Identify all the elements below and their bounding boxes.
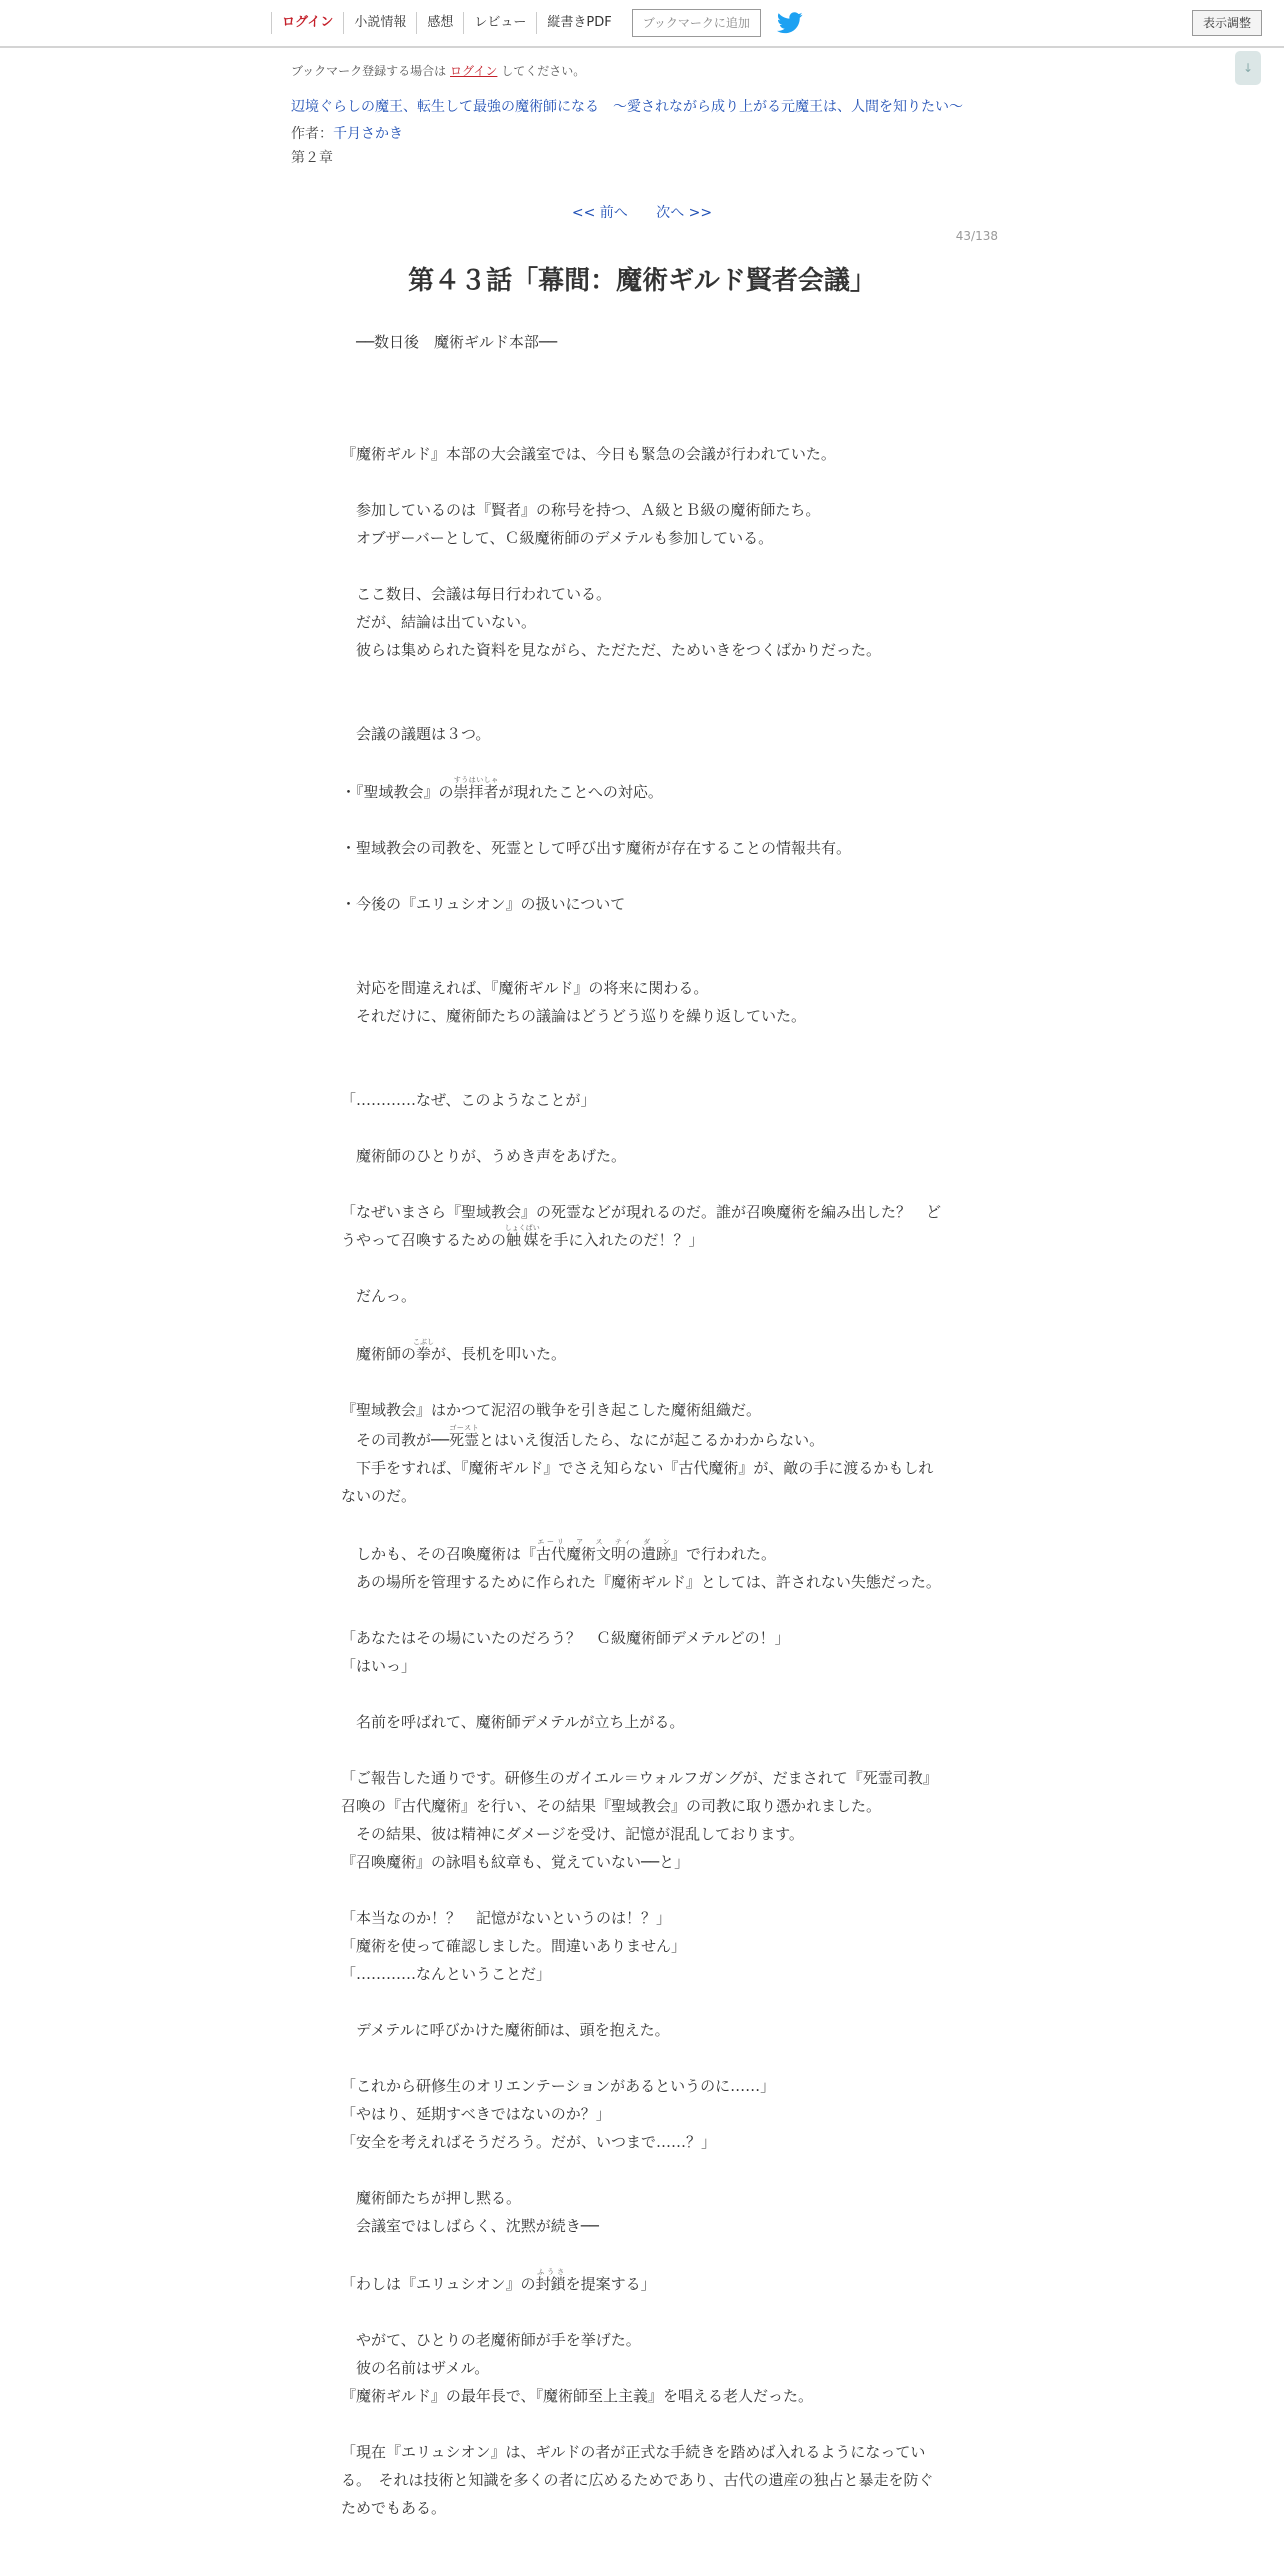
next-episode-link[interactable]: 次へ >> bbox=[656, 205, 713, 221]
display-settings-button[interactable]: 表示調整 bbox=[1192, 10, 1262, 36]
body-line: デメテルに呼びかけた魔術師は、頭を抱えた。 bbox=[341, 2021, 670, 2039]
body-line: 「なぜいまさら『聖域教会』の死霊などが現れるのだ。誰が召喚魔術を編み出した？ どうやって召喚するための触媒しょくばいを手に入れたのだ！？」 bbox=[341, 1203, 942, 1249]
chapter-label: 第２章 bbox=[291, 150, 333, 166]
twitter-icon[interactable] bbox=[777, 12, 803, 34]
body-line: 会議室ではしばらく、沈黙が続き── bbox=[341, 2217, 599, 2235]
note-text-before: ブックマーク登録する場合は bbox=[291, 64, 447, 78]
body-line: オブザーバーとして、Ｃ級魔術師のデメテルも参加している。 bbox=[341, 529, 774, 547]
body-line: 魔術師のひとりが、うめき声をあげた。 bbox=[341, 1147, 627, 1165]
body-line: 「魔術を使って確認しました。間違いありません」 bbox=[341, 1937, 687, 1955]
review-link[interactable]: レビュー bbox=[463, 12, 536, 34]
ruby-text: 古代魔術文明の遺跡エーリ ア ス ティ ダ ン bbox=[536, 1538, 672, 1563]
ruby-text: 封鎖ふうさ bbox=[535, 2268, 566, 2293]
body-line: ・今後の『エリュシオン』の扱いについて bbox=[341, 895, 626, 913]
author-line bbox=[291, 123, 403, 143]
body-line: 『魔術ギルド』本部の大会議室では、今日も緊急の会議が行われていた。 bbox=[341, 445, 836, 463]
episode-pager bbox=[0, 202, 1284, 222]
note-text-after: してください。 bbox=[501, 64, 586, 78]
body-line: 「現在『エリュシオン』は、ギルドの者が正式な手続きを踏めば入れるようになっている。 それは技術と知識を多くの者に広めるためであり、古代の遺産の独占と暴走を防ぐためでもある。 bbox=[341, 2443, 934, 2517]
body-line: ・『聖域教会』の崇拝者すうはいしゃが現れたことへの対応。 bbox=[341, 776, 663, 801]
ruby-text: 崇拝者すうはいしゃ bbox=[453, 776, 499, 801]
impressions-link[interactable]: 感想 bbox=[416, 12, 463, 34]
series-title-link[interactable]: 辺境ぐらしの魔王、転生して最強の魔術師になる 〜愛されながら成り上がる元魔王は、人間を知りたい〜 bbox=[291, 99, 963, 115]
ruby-text: 拳こぶし bbox=[413, 1338, 435, 1363]
body-line: ここ数日、会議は毎日行われている。 bbox=[341, 585, 612, 603]
body-line: 「わしは『エリュシオン』の封鎖ふうさを提案する」 bbox=[341, 2268, 656, 2293]
body-line: 魔術師の拳こぶしが、長机を叩いた。 bbox=[341, 1338, 567, 1363]
body-line: だんっ。 bbox=[341, 1287, 417, 1305]
add-bookmark-button[interactable]: ブックマークに追加 bbox=[632, 9, 761, 37]
body-line: 魔術師たちが押し黙る。 bbox=[341, 2189, 522, 2207]
body-line: それだけに、魔術師たちの議論はどうどう巡りを繰り返していた。 bbox=[341, 1007, 807, 1025]
body-line: しかも、その召喚魔術は『古代魔術文明の遺跡エーリ ア ス ティ ダ ン』で行われた。 bbox=[341, 1538, 777, 1563]
body-line: 会議の議題は３つ。 bbox=[341, 725, 491, 743]
novel-body bbox=[341, 328, 941, 2522]
body-line: 参加しているのは『賢者』の称号を持つ、Ａ級とＢ級の魔術師たち。 bbox=[341, 501, 821, 519]
note-login-link[interactable]: ログイン bbox=[450, 64, 498, 78]
body-line: 『魔術ギルド』の最年長で、『魔術師至上主義』を唱える老人だった。 bbox=[341, 2387, 814, 2405]
body-line: 「安全を考えればそうだろう。だが、いつまで……？」 bbox=[341, 2133, 717, 2151]
body-line: 対応を間違えれば、『魔術ギルド』の将来に関わる。 bbox=[341, 979, 709, 997]
body-line: ──数日後 魔術ギルド本部── bbox=[341, 333, 557, 351]
author-link[interactable]: 千月さかき bbox=[333, 126, 403, 142]
body-line: 「あなたはその場にいたのだろう？ Ｃ級魔術師デメテルどの！」 bbox=[341, 1629, 790, 1647]
prev-episode-link[interactable]: << 前へ bbox=[571, 205, 628, 221]
top-navigation-bar bbox=[0, 0, 1284, 48]
body-line: 名前を呼ばれて、魔術師デメテルが立ち上がる。 bbox=[341, 1713, 685, 1731]
ruby-text: 触媒しょくばい bbox=[504, 1224, 540, 1249]
body-line: その司教が──死霊ゴーストとはいえ復活したら、なにが起こるかわからない。 bbox=[341, 1424, 825, 1449]
body-line: 「はいっ」 bbox=[341, 1657, 417, 1675]
body-line: 「本当なのか！？ 記憶がないというのは！？」 bbox=[341, 1909, 672, 1927]
body-line: 「これから研修生のオリエンテーションがあるというのに……」 bbox=[341, 2077, 776, 2095]
body-line: 「…………なんということだ」 bbox=[341, 1965, 552, 1983]
login-link[interactable]: ログイン bbox=[271, 12, 343, 34]
body-line: 下手をすれば、『魔術ギルド』でさえ知らない『古代魔術』が、敵の手に渡るかもしれないのだ。 bbox=[341, 1459, 934, 1505]
episode-title: 第４３話「幕間：魔術ギルド賢者会議」 bbox=[408, 266, 876, 296]
body-line: 彼の名前はザメル。 bbox=[341, 2359, 490, 2377]
body-line: 『聖域教会』はかつて泥沼の戦争を引き起こした魔術組織だ。 bbox=[341, 1401, 762, 1419]
scroll-down-icon[interactable]: ↓ bbox=[1235, 51, 1261, 85]
ruby-text: 死霊ゴースト bbox=[449, 1424, 480, 1449]
page-count: 43/138 bbox=[955, 229, 998, 243]
vertical-pdf-link[interactable]: 縦書きPDF bbox=[536, 12, 621, 34]
body-line: 『召喚魔術』の詠唱も紋章も、覚えていない──と」 bbox=[341, 1853, 690, 1871]
body-line: 「やはり、延期すべきではないのか？」 bbox=[341, 2105, 611, 2123]
body-line: 「…………なぜ、このようなことが」 bbox=[341, 1091, 596, 1109]
top-menu bbox=[271, 0, 803, 46]
novel-info-link[interactable]: 小説情報 bbox=[343, 12, 416, 34]
body-line: 彼らは集められた資料を見ながら、ただただ、ためいきをつくばかりだった。 bbox=[341, 641, 882, 659]
body-line: その結果、彼は精神にダメージを受け、記憶が混乱しております。 bbox=[341, 1825, 804, 1843]
body-line: だが、結論は出ていない。 bbox=[341, 613, 537, 631]
author-label: 作者： bbox=[291, 126, 333, 142]
body-line: あの場所を管理するために作られた『魔術ギルド』としては、許されない失態だった。 bbox=[341, 1573, 941, 1591]
bookmark-login-note bbox=[291, 62, 585, 79]
body-line: ・聖域教会の司教を、死霊として呼び出す魔術が存在することの情報共有。 bbox=[341, 839, 852, 857]
body-line: 「ご報告した通りです。研修生のガイエル＝ウォルフガングが、だまされて『死霊司教』召喚の『古代魔術』を行い、その結果『聖域教会』の司教に取り憑かれました。 bbox=[341, 1769, 938, 1815]
body-line: やがて、ひとりの老魔術師が手を挙げた。 bbox=[341, 2331, 641, 2349]
